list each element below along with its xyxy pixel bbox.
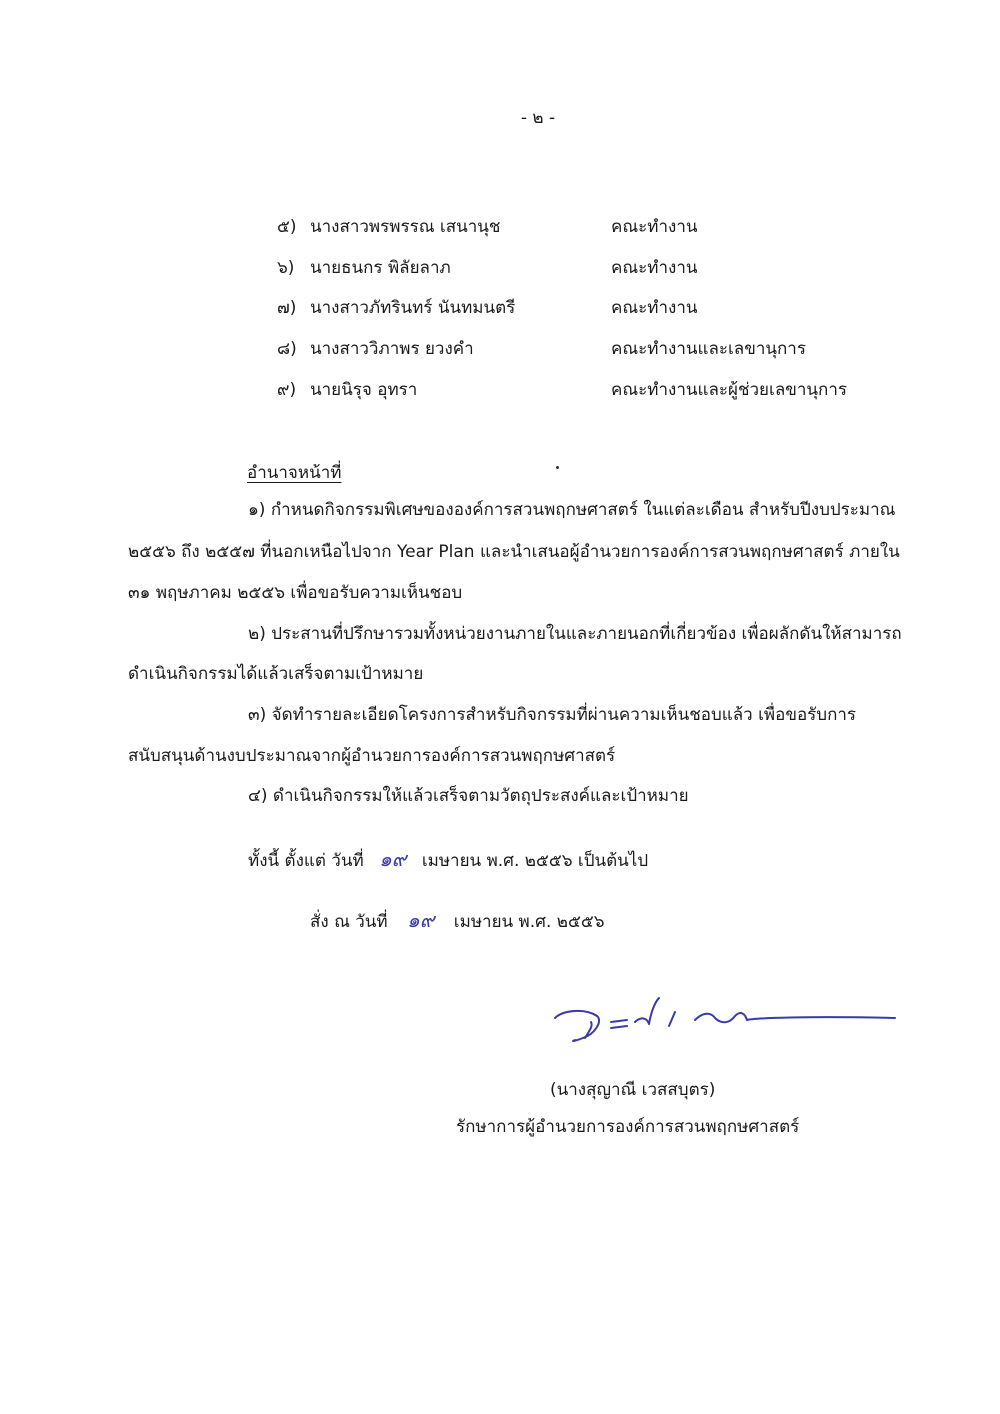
member-role: คณะทำงาน — [611, 298, 698, 318]
effective-suffix: เมษายน พ.ศ. ๒๕๕๖ เป็นต้นไป — [421, 851, 649, 871]
duty-line: ๔) ดำเนินกิจกรรมให้แล้วเสร็จตามวัตถุประสงค์และเป้าหมาย — [248, 786, 689, 806]
effective-date-line — [248, 843, 648, 875]
member-role: คณะทำงานและผู้ช่วยเลขานุการ — [611, 380, 847, 400]
duty-line: ๓) จัดทำรายละเอียดโครงการสำหรับกิจกรรมที่ผ่านความเห็นชอบแล้ว เพื่อขอรับการ — [248, 705, 857, 725]
member-name: นางสาวภัทรินทร์ นันทมนตรี — [310, 298, 516, 318]
effective-day: ๑๙ — [379, 847, 407, 871]
order-date-day: ๑๙ — [407, 908, 435, 932]
order-date-prefix: สั่ง ณ วันที่ — [310, 912, 388, 932]
member-number: ๘) — [277, 339, 297, 359]
duty-line: ๓๑ พฤษภาคม ๒๕๕๖ เพื่อขอรับความเห็นชอบ — [128, 583, 463, 603]
member-name: นางสาวพรพรรณ เสนานุช — [310, 217, 501, 237]
signature-icon — [545, 988, 905, 1058]
speck-mark — [556, 466, 559, 469]
effective-prefix: ทั้งนี้ ตั้งแต่ วันที่ — [248, 851, 364, 871]
member-number: ๗) — [277, 298, 297, 318]
member-role: คณะทำงานและเลขานุการ — [611, 339, 806, 359]
order-date-suffix: เมษายน พ.ศ. ๒๕๕๖ — [453, 912, 605, 932]
signatory-title: รักษาการผู้อำนวยการองค์การสวนพฤกษศาสตร์ — [456, 1117, 800, 1137]
signatory-name: (นางสุญาณี เวสสบุตร) — [550, 1080, 716, 1100]
member-number: ๙) — [277, 380, 297, 400]
member-role: คณะทำงาน — [611, 258, 698, 278]
duties-heading: อำนาจหน้าที่ — [247, 463, 342, 483]
member-name: นางสาววิภาพร ยวงคำ — [310, 339, 474, 359]
member-name: นายธนกร พิลัยลาภ — [310, 258, 451, 278]
member-number: ๖) — [277, 258, 295, 278]
member-role: คณะทำงาน — [611, 217, 698, 237]
duty-line: ดำเนินกิจกรรมได้แล้วเสร็จตามเป้าหมาย — [128, 664, 424, 684]
duty-line: สนับสนุนด้านงบประมาณจากผู้อำนวยการองค์การสวนพฤกษศาสตร์ — [128, 746, 616, 766]
duty-line: ๑) กำหนดกิจกรรมพิเศษขององค์การสวนพฤกษศาสตร์ ในแต่ละเดือน สำหรับปีงบประมาณ — [248, 500, 896, 520]
duty-line: ๒๕๕๖ ถึง ๒๕๕๗ ที่นอกเหนือไปจาก Year Plan และนำเสนอผู้อำนวยการองค์การสวนพฤกษศาสตร์ ภายใน — [128, 542, 900, 562]
page-number: - ๒ - — [520, 108, 556, 128]
member-number: ๕) — [277, 217, 297, 237]
duty-line: ๒) ประสานที่ปรึกษารวมทั้งหน่วยงานภายในและภายนอกที่เกี่ยวข้อง เพื่อผลักดันให้สามารถ — [248, 624, 902, 644]
member-name: นายนิรุจ อุทรา — [310, 380, 418, 400]
order-date-line — [310, 904, 605, 936]
